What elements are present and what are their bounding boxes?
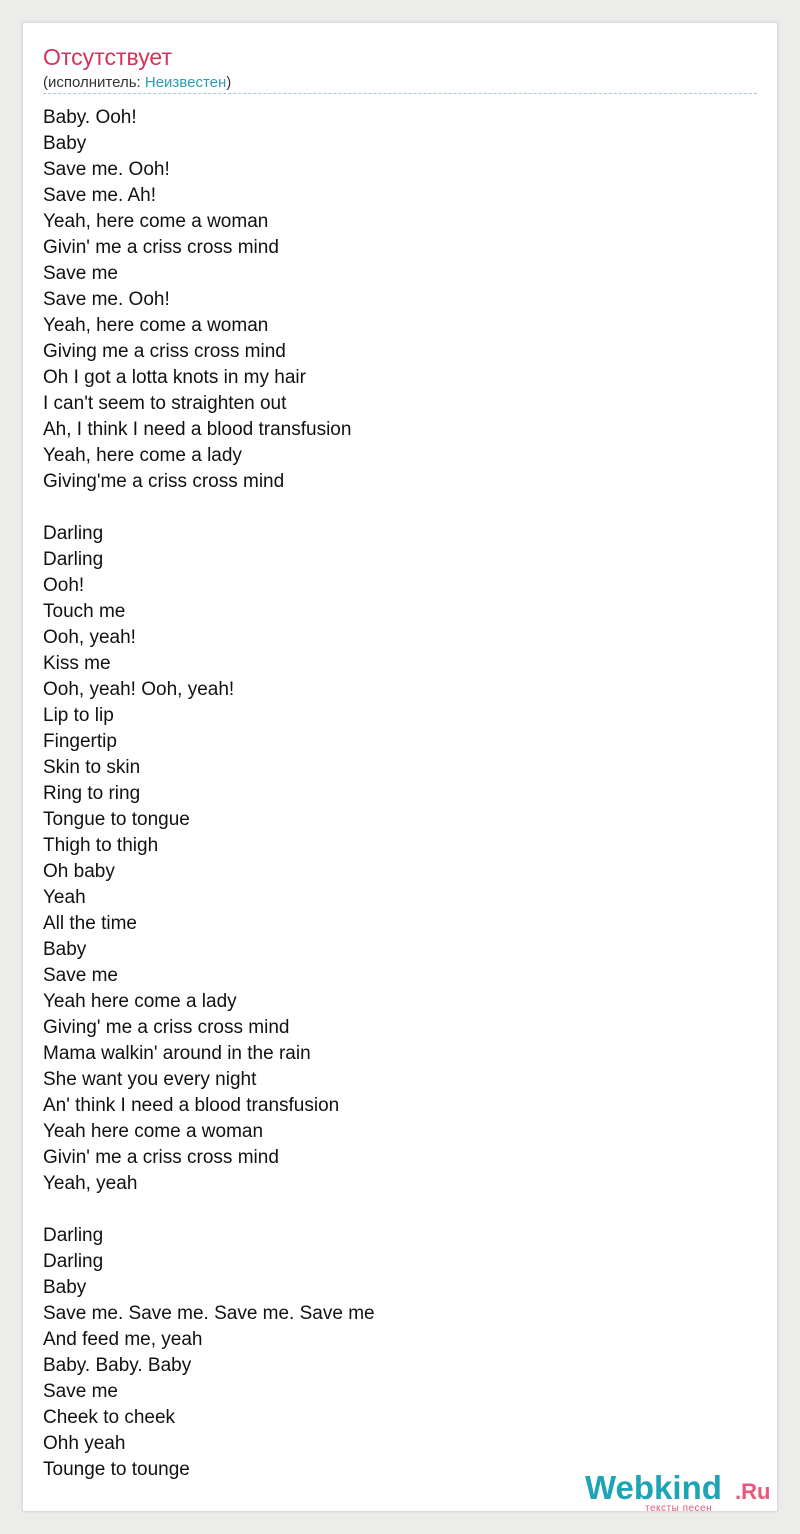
- lyric-line: Giving'me a criss cross mind: [43, 471, 285, 492]
- lyric-line: Save me. Save me. Save me. Save me: [43, 1303, 375, 1324]
- lyric-line: Yeah: [43, 887, 86, 908]
- lyrics-text: [43, 105, 375, 1483]
- lyric-line: Yeah here come a lady: [43, 991, 237, 1012]
- lyric-line: An' think I need a blood transfusion: [43, 1095, 340, 1116]
- artist-link[interactable]: Неизвестен: [144, 74, 227, 91]
- lyric-line: Baby: [43, 133, 87, 154]
- lyric-line: Baby: [43, 1277, 87, 1298]
- lyric-line: Save me. Ooh!: [43, 289, 170, 310]
- lyric-line: Oh I got a lotta knots in my hair: [43, 367, 306, 388]
- lyric-line: Baby: [43, 939, 87, 960]
- lyric-line: Save me: [43, 965, 118, 986]
- lyric-line: Save me. Ah!: [43, 185, 157, 206]
- lyric-line: Lip to lip: [43, 705, 114, 726]
- lyric-line: Cheek to cheek: [43, 1407, 176, 1428]
- title-divider: [43, 93, 757, 94]
- lyric-line: Darling: [43, 1225, 104, 1246]
- lyric-line: Touch me: [43, 601, 126, 622]
- lyric-line: Giving me a criss cross mind: [43, 341, 286, 362]
- stanza-break: [43, 495, 375, 521]
- lyric-line: Darling: [43, 1251, 104, 1272]
- lyric-line: Yeah, here come a woman: [43, 315, 269, 336]
- lyric-line: Giving' me a criss cross mind: [43, 1017, 290, 1038]
- lyric-line: Darling: [43, 549, 104, 570]
- lyric-line: Ring to ring: [43, 783, 141, 804]
- lyric-line: Yeah here come a woman: [43, 1121, 264, 1142]
- lyric-line: Yeah, here come a lady: [43, 445, 242, 466]
- lyric-line: Save me: [43, 263, 118, 284]
- webkind-logo[interactable]: [585, 1469, 785, 1513]
- lyrics-card: [22, 22, 778, 1512]
- lyric-line: Fingertip: [43, 731, 117, 752]
- lyric-line: Givin' me a criss cross mind: [43, 237, 279, 258]
- artist-prefix: (исполнитель:: [43, 74, 145, 91]
- lyric-line: Givin' me a criss cross mind: [43, 1147, 279, 1168]
- lyric-line: Ooh!: [43, 575, 85, 596]
- lyric-line: All the time: [43, 913, 137, 934]
- lyric-line: Baby. Baby. Baby: [43, 1355, 192, 1376]
- lyric-line: Ohh yeah: [43, 1433, 126, 1454]
- stanza-break: [43, 1197, 375, 1223]
- lyric-line: Save me. Ooh!: [43, 159, 170, 180]
- lyric-line: Mama walkin' around in the rain: [43, 1043, 311, 1064]
- lyric-line: Ah, I think I need a blood transfusion: [43, 419, 352, 440]
- logo-tld-text: .Ru: [735, 1479, 771, 1504]
- artist-line: [43, 73, 231, 93]
- lyric-line: And feed me, yeah: [43, 1329, 203, 1350]
- lyric-line: Tounge to tounge: [43, 1459, 190, 1480]
- artist-suffix: ): [226, 74, 232, 91]
- lyric-line: Darling: [43, 523, 104, 544]
- lyric-line: Tongue to tongue: [43, 809, 190, 830]
- lyric-line: Skin to skin: [43, 757, 141, 778]
- lyric-line: Save me: [43, 1381, 118, 1402]
- lyric-line: I can't seem to straighten out: [43, 393, 287, 414]
- lyric-line: Yeah, here come a woman: [43, 211, 269, 232]
- lyric-line: She want you every night: [43, 1069, 257, 1090]
- lyric-line: Ooh, yeah!: [43, 627, 136, 648]
- logo-main-text: Webkind: [585, 1469, 722, 1506]
- lyric-line: Yeah, yeah: [43, 1173, 138, 1194]
- logo-subtitle: тексты песен: [645, 1503, 713, 1514]
- lyric-line: Thigh to thigh: [43, 835, 159, 856]
- lyric-line: Oh baby: [43, 861, 115, 882]
- lyric-line: Ooh, yeah! Ooh, yeah!: [43, 679, 235, 700]
- lyric-line: Baby. Ooh!: [43, 107, 137, 128]
- lyric-line: Kiss me: [43, 653, 111, 674]
- song-title: Отсутствует: [43, 44, 172, 70]
